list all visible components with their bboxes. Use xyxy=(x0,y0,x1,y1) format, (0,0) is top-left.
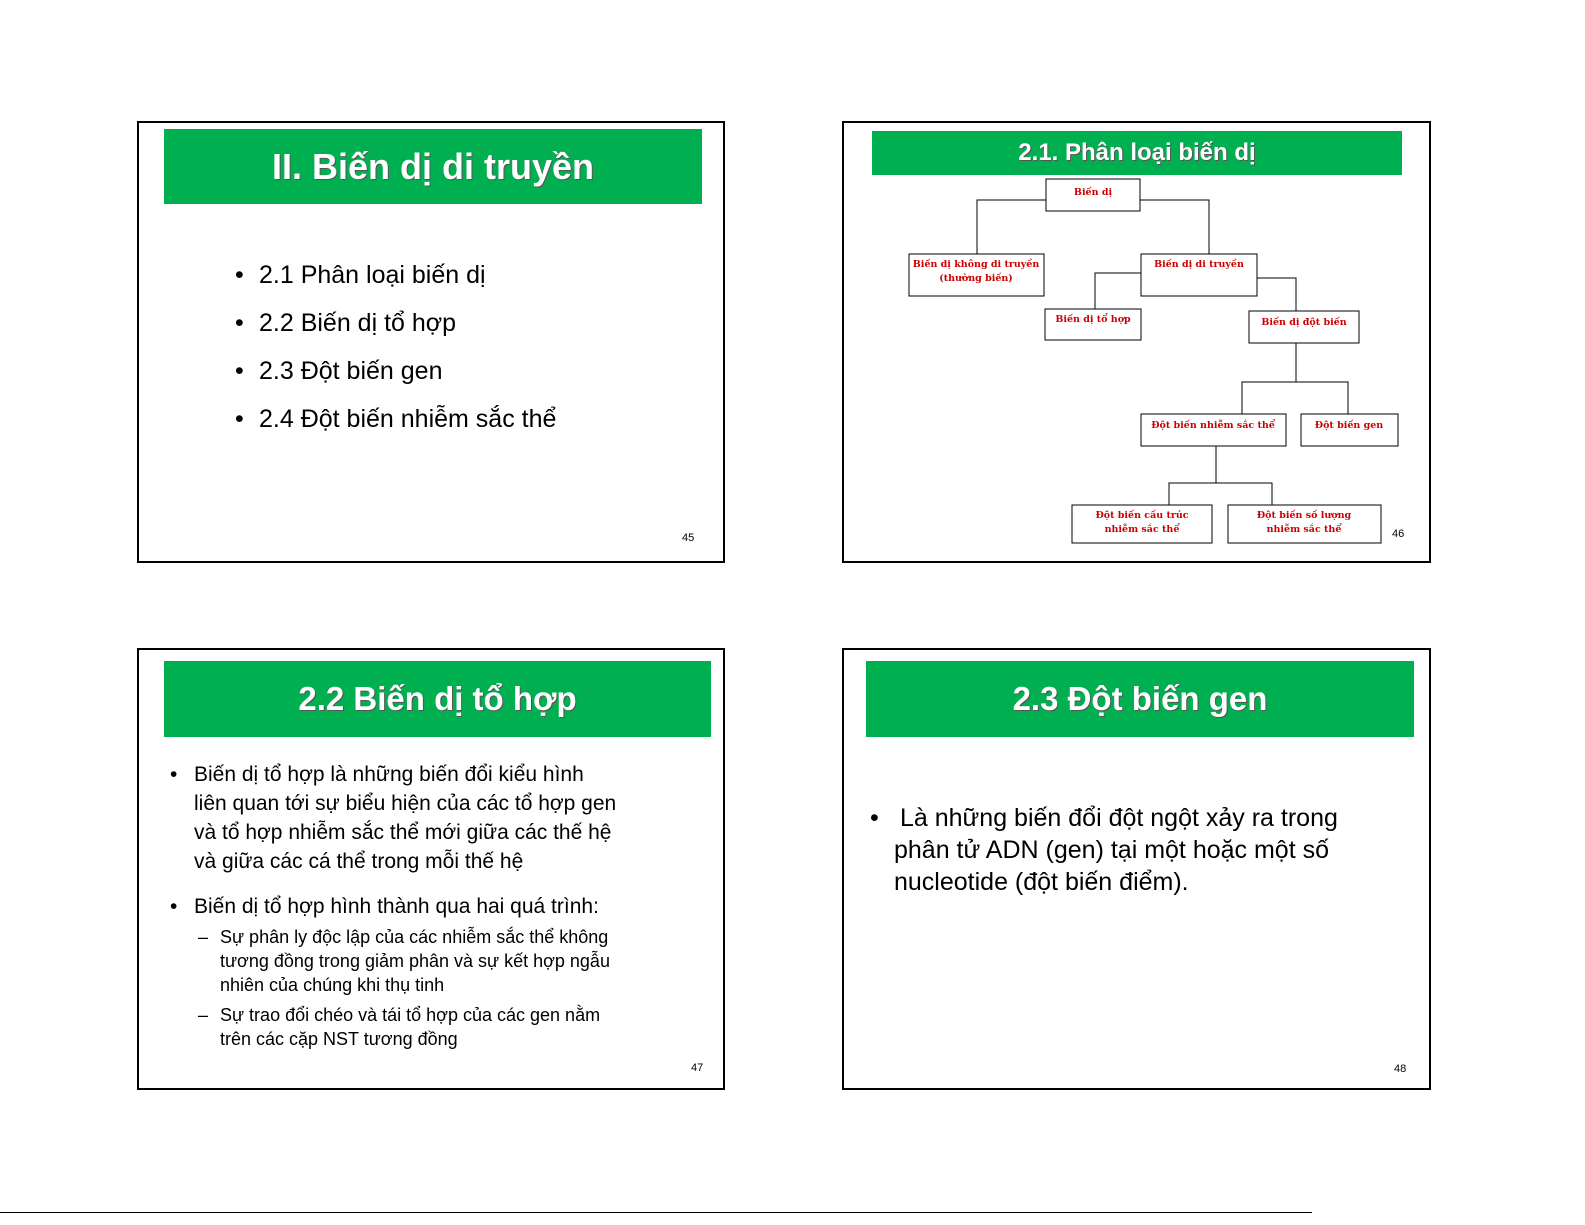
text-line: tương đồng trong giảm phân và sự kết hợp ngẫu xyxy=(220,951,610,971)
node-numerical xyxy=(1228,505,1381,543)
list-item: • 2.4 Đột biến nhiễm sắc thể xyxy=(235,405,556,434)
page-number: 48 xyxy=(1394,1063,1407,1075)
text-line: • Biến dị tổ hợp hình thành qua hai quá trình: xyxy=(194,895,599,918)
footer-divider xyxy=(0,1212,1312,1213)
page-number: 45 xyxy=(682,532,695,544)
svg-text:Biến dị: Biến dị xyxy=(1073,187,1113,198)
node-root xyxy=(1046,179,1140,211)
classification-tree xyxy=(844,123,1429,561)
list-item: • 2.1 Phân loại biến dị xyxy=(235,261,556,290)
list-item: • 2.3 Đột biến gen xyxy=(235,357,556,386)
content-list xyxy=(870,802,1410,898)
list-item xyxy=(170,760,710,876)
text-line: và giữa các cá thể trong mỗi thế hệ xyxy=(194,850,524,873)
slide-48 xyxy=(842,648,1431,1090)
text-line: phân tử ADN (gen) tại một hoặc một số xyxy=(894,836,1329,864)
svg-text:(thường biến): (thường biến) xyxy=(939,273,1013,284)
slide-title: 2.1. Phân loại biến dị xyxy=(872,131,1402,175)
list-item xyxy=(870,802,1410,898)
text-line: • Biến dị tổ hợp là những biến đổi kiểu hình xyxy=(194,763,584,786)
svg-text:Đột biến cấu trúc: Đột biến cấu trúc xyxy=(1095,510,1189,521)
sub-item xyxy=(198,925,710,997)
page-number: 47 xyxy=(691,1062,704,1074)
svg-text:Biến dị di truyền: Biến dị di truyền xyxy=(1154,259,1244,270)
text-line: – Sự phân ly độc lập của các nhiễm sắc thể không xyxy=(220,927,609,947)
node-chromosome-mutation xyxy=(1141,414,1286,446)
node-non-heritable xyxy=(909,254,1044,296)
node-structural xyxy=(1072,505,1212,543)
slide-46 xyxy=(842,121,1431,563)
svg-text:Đột biến nhiễm sắc thể: Đột biến nhiễm sắc thể xyxy=(1151,420,1275,431)
text-line: và tổ hợp nhiễm sắc thể mới giữa các thế hệ xyxy=(194,821,612,844)
svg-text:nhiễm sắc thể: nhiễm sắc thể xyxy=(1266,524,1342,535)
node-mutation xyxy=(1249,311,1359,343)
svg-text:Biến dị tổ hợp: Biến dị tổ hợp xyxy=(1055,314,1131,325)
content-list xyxy=(170,760,710,1051)
topic-list xyxy=(235,261,556,434)
slide-title: 2.2 Biến dị tổ hợp xyxy=(164,661,711,737)
slide-title: II. Biến dị di truyền xyxy=(164,129,702,204)
node-combination xyxy=(1045,309,1141,340)
svg-text:Đột biến gen: Đột biến gen xyxy=(1314,420,1384,431)
slide-47 xyxy=(137,648,725,1090)
text-line: • Là những biến đổi đột ngột xảy ra trong xyxy=(900,804,1338,832)
sub-item xyxy=(198,1003,710,1051)
slide-title: 2.3 Đột biến gen xyxy=(866,661,1414,737)
svg-text:Biến dị không di truyền: Biến dị không di truyền xyxy=(912,259,1040,270)
tree-connectors xyxy=(977,200,1348,505)
text-line: – Sự trao đổi chéo và tái tổ hợp của các gen nằm xyxy=(220,1005,601,1025)
page-number: 46 xyxy=(1392,528,1405,540)
list-item xyxy=(170,892,710,1051)
sub-list xyxy=(198,925,710,1051)
node-heritable xyxy=(1141,254,1257,296)
list-item: • 2.2 Biến dị tổ hợp xyxy=(235,309,556,338)
text-line: liên quan tới sự biểu hiện của các tổ hợp gen xyxy=(194,792,617,815)
svg-text:nhiễm sắc thể: nhiễm sắc thể xyxy=(1104,524,1180,535)
svg-text:Đột biến số lượng: Đột biến số lượng xyxy=(1256,510,1352,521)
text-line: trên các cặp NST tương đồng xyxy=(220,1029,458,1049)
slide-45 xyxy=(137,121,725,563)
text-line: nhiên của chúng khi thụ tinh xyxy=(220,975,445,995)
text-line: nucleotide (đột biến điểm). xyxy=(894,868,1189,896)
svg-text:Biến dị đột biến: Biến dị đột biến xyxy=(1261,317,1347,328)
node-gene-mutation xyxy=(1301,414,1398,446)
